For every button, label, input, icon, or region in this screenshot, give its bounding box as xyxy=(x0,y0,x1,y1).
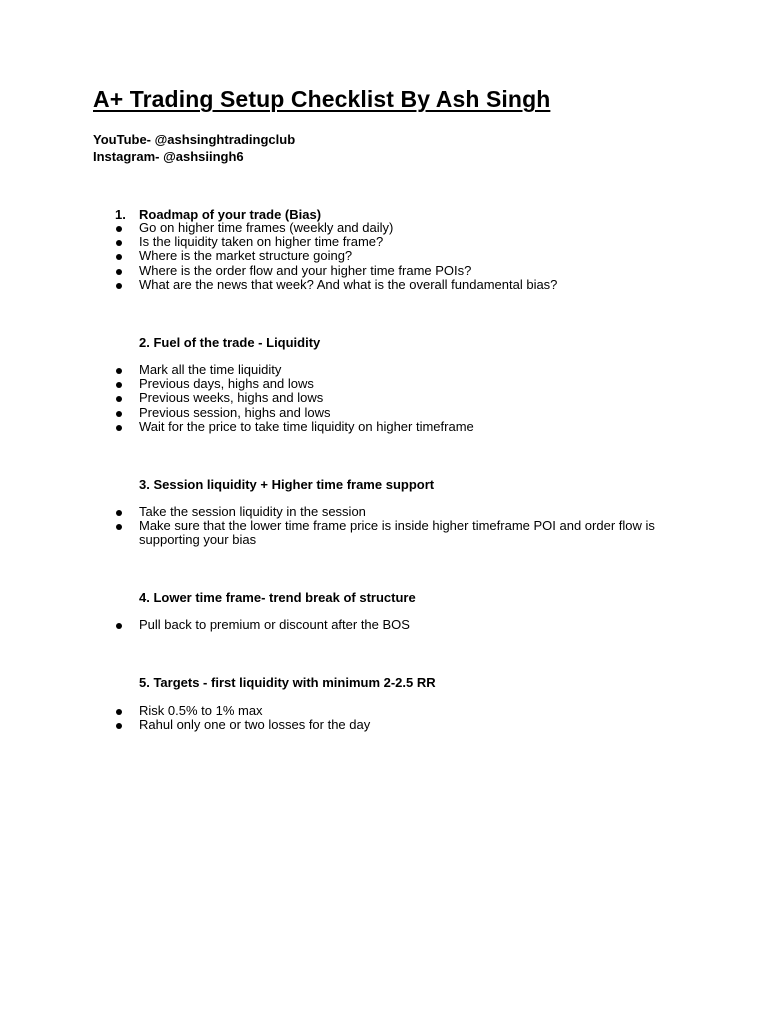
youtube-handle: YouTube- @ashsinghtradingclub xyxy=(93,132,296,147)
bullet-icon xyxy=(116,240,122,246)
section-heading: 5. Targets - first liquidity with minimum 2-2.5 RR xyxy=(139,675,436,690)
bullet-icon xyxy=(116,368,122,374)
section-heading: 2. Fuel of the trade - Liquidity xyxy=(139,335,321,350)
bullet-icon xyxy=(116,723,122,729)
list-item xyxy=(0,278,768,292)
section-heading-text: Roadmap of your trade (Bias) xyxy=(139,207,322,222)
list-item-text: Risk 0.5% to 1% max xyxy=(139,703,263,718)
bullet-list xyxy=(0,363,768,434)
list-item-text: Make sure that the lower time frame price is inside higher timeframe POI and order flow is supporting your bias xyxy=(139,518,655,548)
list-item-text: Where is the order flow and your higher time frame POIs? xyxy=(139,262,472,278)
bullet-icon xyxy=(116,425,122,431)
list-item-text: Previous weeks, highs and lows xyxy=(139,390,324,406)
bullet-icon xyxy=(116,269,122,275)
section-heading: 3. Session liquidity + Higher time frame support xyxy=(139,477,435,492)
list-item xyxy=(0,249,768,263)
bullet-icon xyxy=(116,283,122,289)
bullet-icon xyxy=(116,396,122,402)
list-item xyxy=(0,363,768,377)
list-item xyxy=(0,718,768,732)
bullet-icon xyxy=(116,623,122,629)
list-item-text: Wait for the price to take time liquidity on higher timeframe xyxy=(139,418,474,434)
list-item xyxy=(0,618,768,632)
section-heading: 4. Lower time frame- trend break of structure xyxy=(139,590,416,605)
list-item xyxy=(0,406,768,420)
list-item xyxy=(0,519,768,547)
list-item-text: Is the liquidity taken on higher time frame? xyxy=(139,234,384,250)
list-item xyxy=(0,264,768,278)
bullet-icon xyxy=(116,709,122,715)
list-item-text: Mark all the time liquidity xyxy=(139,362,282,377)
instagram-handle: Instagram- @ashsiingh6 xyxy=(93,149,244,164)
bullet-list xyxy=(0,505,768,548)
bullet-icon xyxy=(116,510,122,516)
list-item xyxy=(0,221,768,235)
list-item xyxy=(0,391,768,405)
list-item-text: Go on higher time frames (weekly and daily) xyxy=(139,220,394,235)
bullet-icon xyxy=(116,226,122,232)
list-item-text: Take the session liquidity in the session xyxy=(139,504,366,519)
bullet-list xyxy=(0,221,768,292)
list-item-text: Pull back to premium or discount after the BOS xyxy=(139,617,410,632)
bullet-icon xyxy=(116,254,122,260)
list-item-text: Previous session, highs and lows xyxy=(139,404,331,420)
list-item xyxy=(0,704,768,718)
list-item-text: Where is the market structure going? xyxy=(139,248,353,264)
list-item xyxy=(0,377,768,391)
social-links xyxy=(93,131,295,165)
bullet-icon xyxy=(116,382,122,388)
list-item-text: Rahul only one or two losses for the day xyxy=(139,717,371,733)
bullet-list xyxy=(0,618,768,632)
bullet-icon xyxy=(116,524,122,530)
list-item xyxy=(0,235,768,249)
document-title: A+ Trading Setup Checklist By Ash Singh xyxy=(93,86,551,112)
list-item-text: Previous days, highs and lows xyxy=(139,376,314,392)
bullet-list xyxy=(0,704,768,732)
list-item-text: What are the news that week? And what is the overall fundamental bias? xyxy=(139,276,558,292)
list-item xyxy=(0,505,768,519)
bullet-icon xyxy=(116,411,122,417)
list-item xyxy=(0,420,768,434)
section-number: 1. xyxy=(115,207,126,222)
